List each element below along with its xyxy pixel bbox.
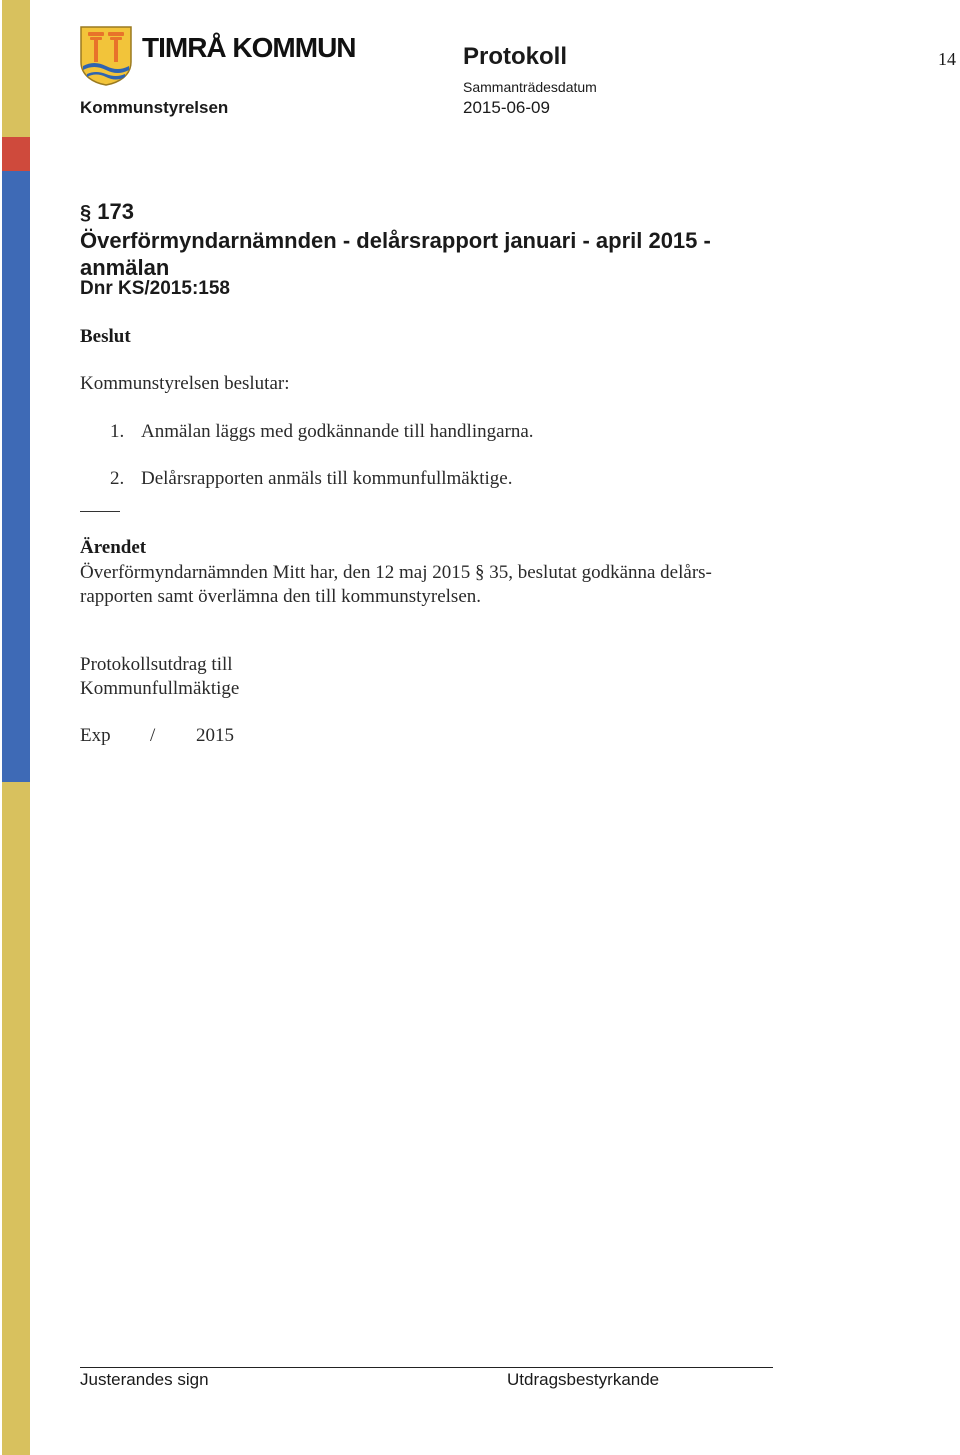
exp-year: 2015 (196, 725, 234, 746)
page-number: 14 (938, 49, 956, 69)
footer-rule (80, 1367, 773, 1368)
paragraph-symbol: § (80, 202, 92, 224)
section-heading (80, 198, 800, 281)
municipality-logo (78, 24, 356, 88)
beslut-intro: Kommunstyrelsen beslutar: (80, 373, 290, 394)
meeting-date-label: Sammanträdesdatum (463, 79, 597, 95)
side-bar-yellow-bottom (2, 782, 30, 1455)
decision-item-number: 1. (110, 421, 125, 442)
arendet-body: Överförmyndarnämnden Mitt har, den 12 maj 2015 § 35, beslutat godkänna delårs-rapporten samt överlämna den till kommunstyrelsen. (80, 562, 712, 607)
decision-item (110, 468, 513, 490)
decision-item-text: Delårsrapporten anmäls till kommunfullmäktige. (141, 468, 513, 489)
exp-slash: / (150, 725, 156, 746)
section-number (80, 198, 800, 227)
protocol-extract-label: Protokollsutdrag till (80, 654, 233, 675)
section-title: Överförmyndarnämnden - delårsrapport januari - april 2015 - anmälan (80, 228, 711, 280)
document-type: Protokoll (463, 43, 568, 70)
coat-of-arms-icon (78, 24, 134, 86)
beslut-heading: Beslut (80, 326, 131, 347)
side-bar-yellow-top (2, 0, 30, 137)
organization-name: Kommunstyrelsen (80, 98, 229, 117)
separator-rule (80, 511, 120, 512)
arendet-heading: Ärendet (80, 537, 147, 558)
logo-wordmark: TIMRÅ KOMMUN (142, 32, 356, 63)
exp-label: Exp (80, 725, 111, 746)
side-color-bar (2, 0, 30, 1455)
meeting-date: 2015-06-09 (463, 98, 550, 117)
certification-label: Utdragsbestyrkande (507, 1370, 660, 1389)
decision-item-number: 2. (110, 468, 125, 489)
side-bar-blue (2, 171, 30, 782)
decision-item (110, 421, 534, 443)
protocol-extract-recipient: Kommunfullmäktige (80, 678, 240, 699)
case-number: Dnr KS/2015:158 (80, 278, 230, 299)
section-number-value: 173 (97, 199, 134, 224)
decision-item-text: Anmälan läggs med godkännande till handlingarna. (141, 421, 534, 442)
side-bar-red (2, 137, 30, 171)
signature-label: Justerandes sign (80, 1370, 209, 1389)
